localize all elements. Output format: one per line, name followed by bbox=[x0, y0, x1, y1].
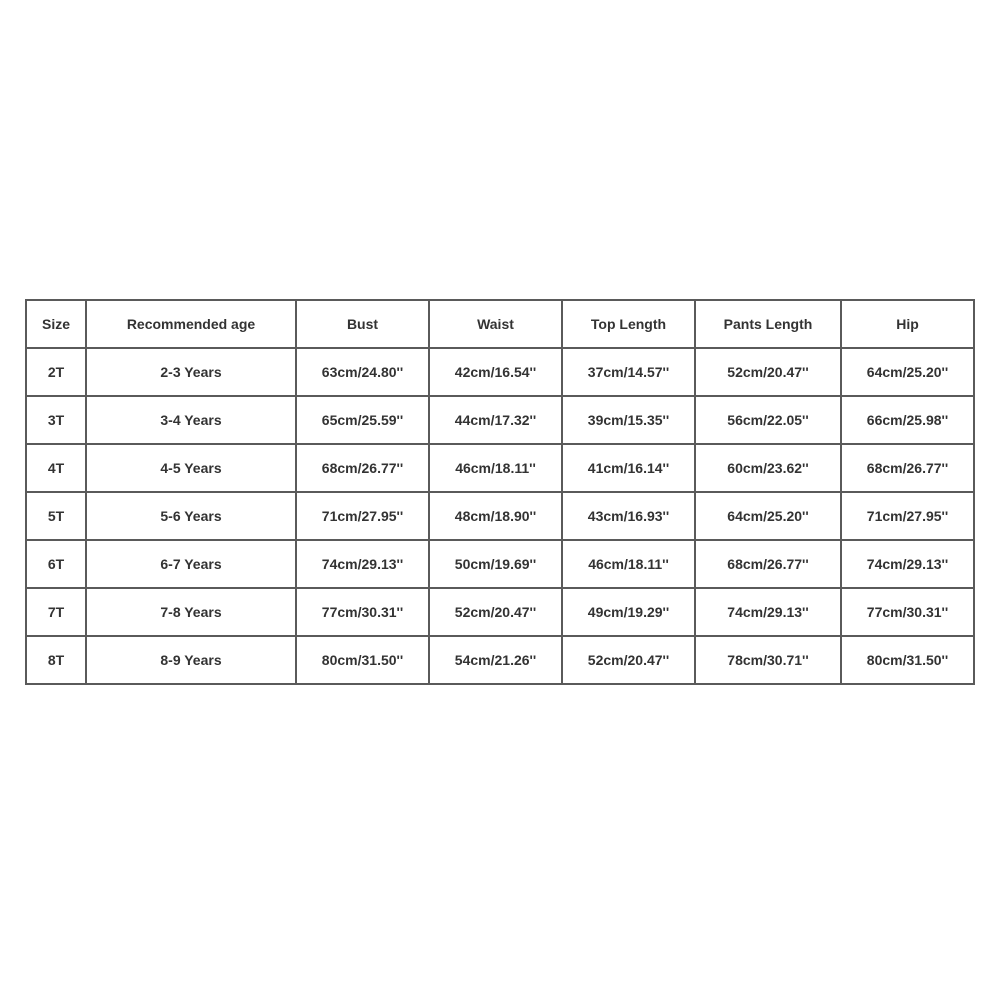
pants-length-cell: 60cm/23.62'' bbox=[695, 444, 841, 492]
bust-cell: 80cm/31.50'' bbox=[296, 636, 429, 684]
age-cell: 8-9 Years bbox=[86, 636, 296, 684]
size-cell: 3T bbox=[26, 396, 86, 444]
waist-cell: 48cm/18.90'' bbox=[429, 492, 562, 540]
waist-cell: 46cm/18.11'' bbox=[429, 444, 562, 492]
header-hip: Hip bbox=[841, 300, 974, 348]
bust-cell: 77cm/30.31'' bbox=[296, 588, 429, 636]
top-length-cell: 49cm/19.29'' bbox=[562, 588, 695, 636]
size-cell: 6T bbox=[26, 540, 86, 588]
pants-length-cell: 74cm/29.13'' bbox=[695, 588, 841, 636]
table-row bbox=[26, 348, 974, 396]
waist-cell: 50cm/19.69'' bbox=[429, 540, 562, 588]
waist-cell: 52cm/20.47'' bbox=[429, 588, 562, 636]
bust-cell: 65cm/25.59'' bbox=[296, 396, 429, 444]
pants-length-cell: 68cm/26.77'' bbox=[695, 540, 841, 588]
age-cell: 6-7 Years bbox=[86, 540, 296, 588]
header-row bbox=[26, 300, 974, 348]
hip-cell: 66cm/25.98'' bbox=[841, 396, 974, 444]
header-size: Size bbox=[26, 300, 86, 348]
pants-length-cell: 78cm/30.71'' bbox=[695, 636, 841, 684]
header-bust: Bust bbox=[296, 300, 429, 348]
size-cell: 8T bbox=[26, 636, 86, 684]
hip-cell: 71cm/27.95'' bbox=[841, 492, 974, 540]
age-cell: 3-4 Years bbox=[86, 396, 296, 444]
table-row bbox=[26, 540, 974, 588]
size-cell: 5T bbox=[26, 492, 86, 540]
waist-cell: 44cm/17.32'' bbox=[429, 396, 562, 444]
size-cell: 7T bbox=[26, 588, 86, 636]
age-cell: 4-5 Years bbox=[86, 444, 296, 492]
hip-cell: 77cm/30.31'' bbox=[841, 588, 974, 636]
top-length-cell: 37cm/14.57'' bbox=[562, 348, 695, 396]
bust-cell: 71cm/27.95'' bbox=[296, 492, 429, 540]
bust-cell: 63cm/24.80'' bbox=[296, 348, 429, 396]
waist-cell: 54cm/21.26'' bbox=[429, 636, 562, 684]
top-length-cell: 43cm/16.93'' bbox=[562, 492, 695, 540]
hip-cell: 74cm/29.13'' bbox=[841, 540, 974, 588]
pants-length-cell: 52cm/20.47'' bbox=[695, 348, 841, 396]
size-cell: 4T bbox=[26, 444, 86, 492]
header-recommended-age: Recommended age bbox=[86, 300, 296, 348]
age-cell: 5-6 Years bbox=[86, 492, 296, 540]
table-row bbox=[26, 492, 974, 540]
top-length-cell: 46cm/18.11'' bbox=[562, 540, 695, 588]
hip-cell: 80cm/31.50'' bbox=[841, 636, 974, 684]
hip-cell: 64cm/25.20'' bbox=[841, 348, 974, 396]
header-pants-length: Pants Length bbox=[695, 300, 841, 348]
table-row bbox=[26, 636, 974, 684]
top-length-cell: 39cm/15.35'' bbox=[562, 396, 695, 444]
header-waist: Waist bbox=[429, 300, 562, 348]
pants-length-cell: 64cm/25.20'' bbox=[695, 492, 841, 540]
top-length-cell: 52cm/20.47'' bbox=[562, 636, 695, 684]
table-row bbox=[26, 588, 974, 636]
size-cell: 2T bbox=[26, 348, 86, 396]
hip-cell: 68cm/26.77'' bbox=[841, 444, 974, 492]
table-header bbox=[26, 300, 974, 348]
bust-cell: 74cm/29.13'' bbox=[296, 540, 429, 588]
pants-length-cell: 56cm/22.05'' bbox=[695, 396, 841, 444]
table-row bbox=[26, 444, 974, 492]
age-cell: 2-3 Years bbox=[86, 348, 296, 396]
waist-cell: 42cm/16.54'' bbox=[429, 348, 562, 396]
header-top-length: Top Length bbox=[562, 300, 695, 348]
bust-cell: 68cm/26.77'' bbox=[296, 444, 429, 492]
table-row bbox=[26, 396, 974, 444]
age-cell: 7-8 Years bbox=[86, 588, 296, 636]
table-body bbox=[26, 348, 974, 684]
size-chart-table bbox=[25, 299, 975, 685]
top-length-cell: 41cm/16.14'' bbox=[562, 444, 695, 492]
